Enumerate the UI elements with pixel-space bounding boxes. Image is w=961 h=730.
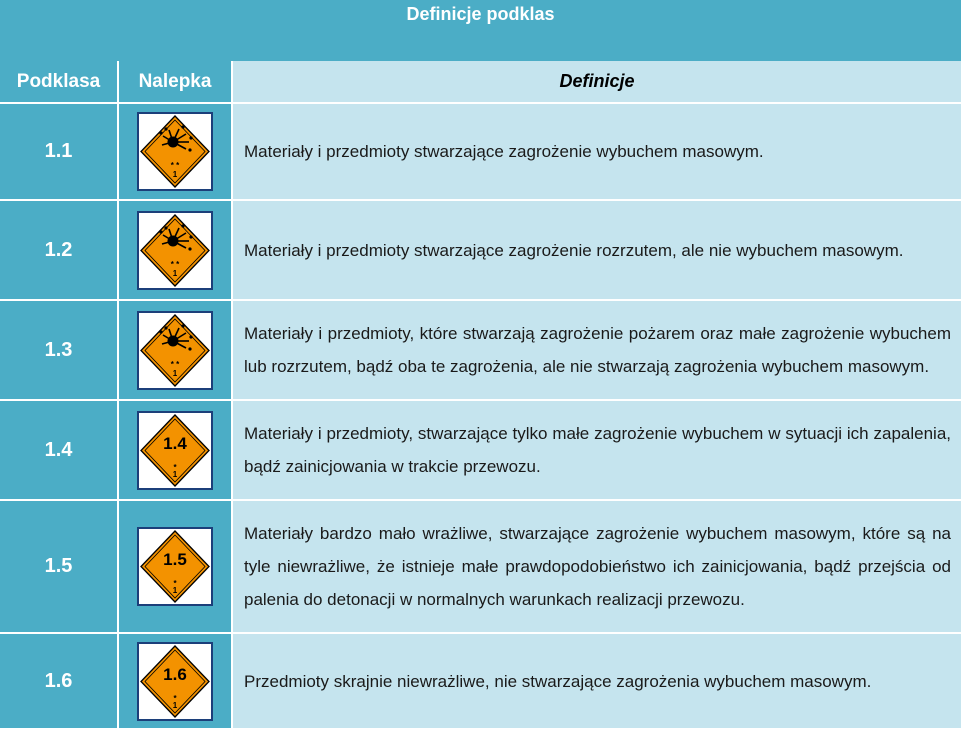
label-class-number: 1 xyxy=(172,469,178,479)
definition-text: Materiały i przedmioty stwarzające zagrożenie rozrzutem, ale nie wybuchem masowym. xyxy=(232,200,961,300)
hazard-label-cell xyxy=(118,400,232,500)
hazard-label-plate xyxy=(137,527,213,606)
subclass-number: 1.6 xyxy=(0,633,118,729)
subclass-table xyxy=(0,61,961,730)
page-title: Definicje podklas xyxy=(406,4,555,24)
compatibility-stars: * * xyxy=(170,161,180,170)
label-class-number: 1 xyxy=(172,700,178,710)
table-row xyxy=(0,400,961,500)
definition-text: Przedmioty skrajnie niewrażliwe, nie stwarzające zagrożenia wybuchem masowym. xyxy=(232,633,961,729)
hazard-label-cell xyxy=(118,300,232,400)
label-class-number: 1 xyxy=(172,368,178,378)
hazard-diamond xyxy=(139,313,211,388)
hazard-label-plate xyxy=(137,411,213,490)
header-label: Nalepka xyxy=(118,61,232,103)
subclass-number: 1.4 xyxy=(0,400,118,500)
subclass-number: 1.5 xyxy=(0,500,118,633)
header-subclass: Podklasa xyxy=(0,61,118,103)
compatibility-stars: * * xyxy=(170,259,180,269)
hazard-label-cell xyxy=(118,103,232,200)
compatibility-stars: * xyxy=(173,579,177,588)
hazard-label-plate xyxy=(137,311,213,390)
hazard-diamond xyxy=(139,413,211,488)
label-division-number: 1.5 xyxy=(163,550,187,569)
label-division-number: 1.4 xyxy=(163,433,187,453)
label-class-number: 1 xyxy=(172,586,178,595)
compatibility-stars: * xyxy=(173,693,177,703)
label-class-number: 1 xyxy=(172,268,178,278)
hazard-label-plate xyxy=(137,112,213,191)
table-header-row xyxy=(0,61,961,103)
definition-text: Materiały i przedmioty stwarzające zagrożenie wybuchem masowym. xyxy=(232,103,961,200)
hazard-diamond xyxy=(139,529,211,604)
definition-text: Materiały i przedmioty, stwarzające tylko małe zagrożenie wybuchem w sytuacji ich zapalenia, bądź zainicjowania w trakcie przewozu. xyxy=(232,400,961,500)
label-class-number: 1 xyxy=(172,170,178,179)
subclass-number: 1.1 xyxy=(0,103,118,200)
compatibility-stars: * xyxy=(173,462,177,472)
table-row xyxy=(0,200,961,300)
label-division-number: 1.6 xyxy=(163,664,187,684)
hazard-label-cell xyxy=(118,633,232,729)
hazard-label-cell xyxy=(118,200,232,300)
definition-text: Materiały i przedmioty, które stwarzają zagrożenie pożarem oraz małe zagrożenie wybuchem lub rozrzutem, bądź oba te zagrożenia, ale nie stwarzają zagrożenia wybuchem masowym. xyxy=(232,300,961,400)
hazard-diamond xyxy=(139,114,211,189)
hazard-diamond xyxy=(139,213,211,288)
subclass-number: 1.2 xyxy=(0,200,118,300)
hazard-label-cell xyxy=(118,500,232,633)
hazard-diamond xyxy=(139,644,211,719)
table-row xyxy=(0,300,961,400)
hazard-label-plate xyxy=(137,642,213,721)
compatibility-stars: * * xyxy=(170,359,180,369)
table-row xyxy=(0,103,961,200)
table-row xyxy=(0,500,961,633)
subclass-number: 1.3 xyxy=(0,300,118,400)
header-definition: Definicje xyxy=(232,61,961,103)
table-row xyxy=(0,633,961,729)
definition-text: Materiały bardzo mało wrażliwe, stwarzające zagrożenie wybuchem masowym, które są na tyle niewrażliwe, że istnieje małe prawdopodobieństwo ich zainicjowania, bądź przejścia od palenia do detonacji w normalnych warunkach realizacji przewozu. xyxy=(232,500,961,633)
hazard-label-plate xyxy=(137,211,213,290)
